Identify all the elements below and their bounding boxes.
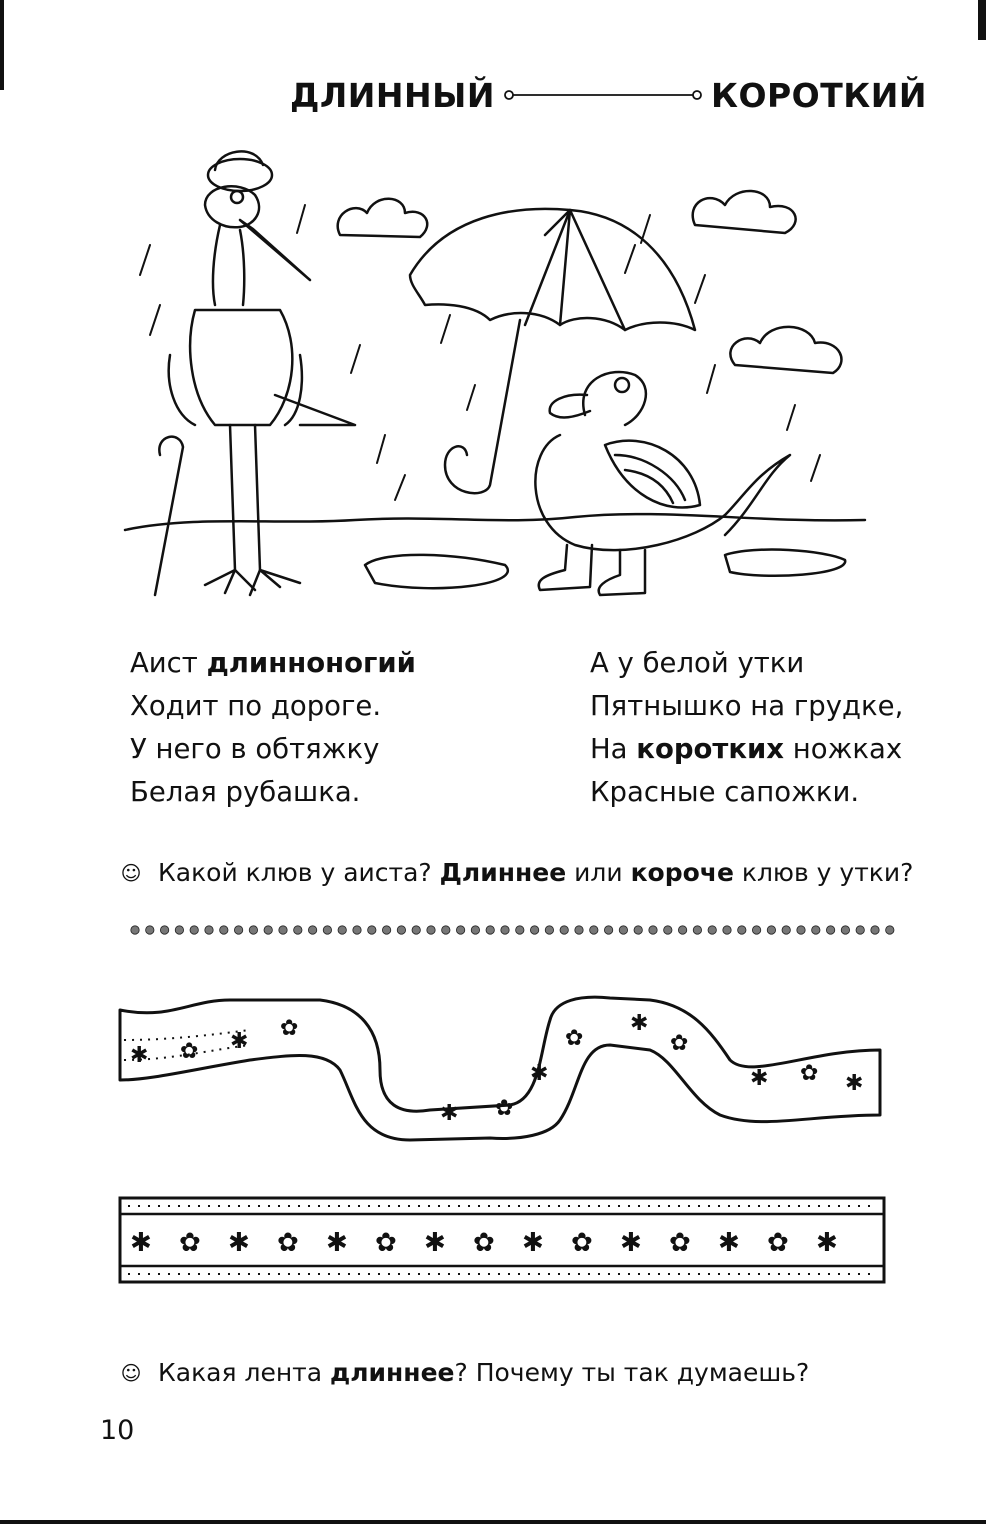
divider-dot	[294, 926, 302, 934]
question-beak-text	[158, 858, 913, 887]
divider-dot	[397, 926, 405, 934]
stork-duck-illustration	[105, 125, 875, 615]
svg-text:✱: ✱	[130, 1043, 149, 1068]
cloud-icon	[730, 327, 841, 373]
divider-dot	[545, 926, 553, 934]
poem-segment: коротких	[636, 733, 785, 765]
divider-dot	[649, 926, 657, 934]
poem-segment: Белая рубашка.	[130, 776, 361, 808]
divider-dot	[486, 926, 494, 934]
divider-dot	[634, 926, 642, 934]
divider-dot	[264, 926, 272, 934]
svg-text:✱: ✱	[750, 1066, 769, 1091]
divider-dot	[856, 926, 864, 934]
flower-icon: ✿	[767, 1228, 789, 1258]
divider-dot	[501, 926, 509, 934]
divider-dot	[205, 926, 213, 934]
divider-dot	[678, 926, 686, 934]
title-long: ДЛИННЫЙ	[290, 75, 495, 115]
question-ribbon	[118, 1358, 809, 1387]
divider-dot	[826, 926, 834, 934]
title-short: КОРОТКИЙ	[710, 75, 927, 115]
divider-dot	[368, 926, 376, 934]
snowflake-icon: ✱	[816, 1228, 838, 1258]
poem-segment: Пятнышко на грудке,	[590, 690, 904, 722]
divider-dot	[220, 926, 228, 934]
svg-text:✿: ✿	[565, 1026, 584, 1051]
divider-dot	[382, 926, 390, 934]
divider-dot	[234, 926, 242, 934]
flower-icon: ✿	[179, 1228, 201, 1258]
question-beak	[118, 858, 913, 887]
svg-text:✱: ✱	[230, 1029, 249, 1054]
divider-dot	[338, 926, 346, 934]
divider-dot	[516, 926, 524, 934]
poem-line	[130, 771, 416, 814]
svg-text:✱: ✱	[845, 1071, 864, 1096]
question-segment: короче	[630, 858, 734, 887]
poem-line	[590, 642, 903, 685]
divider-dot	[412, 926, 420, 934]
divider-dot	[738, 926, 746, 934]
divider-dot	[323, 926, 331, 934]
snowflake-icon: ✱	[620, 1228, 642, 1258]
divider-dot	[708, 926, 716, 934]
question-segment: Длиннее	[439, 858, 567, 887]
divider-dot	[841, 926, 849, 934]
svg-text:✿: ✿	[800, 1061, 819, 1086]
divider-dot	[249, 926, 257, 934]
title-connector	[503, 88, 703, 102]
divider-dot	[664, 926, 672, 934]
divider-dot	[442, 926, 450, 934]
divider-dot	[131, 926, 139, 934]
snowflake-icon: ✱	[130, 1228, 152, 1258]
poem-left	[130, 642, 416, 814]
divider-dot	[886, 926, 894, 934]
snowflake-icon: ✱	[228, 1228, 250, 1258]
svg-text:✱: ✱	[630, 1011, 649, 1036]
page-title	[290, 70, 927, 120]
poem-segment: А у белой утки	[590, 647, 805, 679]
bottom-edge	[0, 1520, 986, 1524]
svg-text:✱: ✱	[440, 1101, 459, 1126]
divider-dot	[590, 926, 598, 934]
question-segment: клюв у утки?	[733, 858, 914, 887]
question-segment: ? Почему ты так думаешь?	[454, 1358, 810, 1387]
flower-icon: ✿	[669, 1228, 691, 1258]
flower-icon: ✿	[571, 1228, 593, 1258]
snowflake-icon: ✱	[522, 1228, 544, 1258]
question-segment: длиннее	[330, 1358, 455, 1387]
divider-dot	[456, 926, 464, 934]
poem-segment: Ходит по дороге.	[130, 690, 382, 722]
straight-ribbon	[118, 1196, 888, 1284]
divider-dot	[604, 926, 612, 934]
poem-segment: Красные сапожки.	[590, 776, 860, 808]
svg-text:✱: ✱	[530, 1061, 549, 1086]
divider-dot	[190, 926, 198, 934]
svg-text:✿: ✿	[280, 1016, 299, 1041]
poem-segment: длинноногий	[206, 647, 416, 679]
poem-right	[590, 642, 903, 814]
question-segment: Какой клюв у аиста?	[158, 858, 440, 887]
question-ribbon-text	[158, 1358, 809, 1387]
top-right-edge	[978, 0, 986, 40]
cloud-icon	[338, 199, 428, 237]
question-segment: Какая лента	[158, 1358, 331, 1387]
divider-dot	[619, 926, 627, 934]
divider-dot	[693, 926, 701, 934]
poem-line	[590, 685, 903, 728]
divider-dot	[471, 926, 479, 934]
smiley-icon: ☺	[120, 860, 142, 885]
divider-dot	[782, 926, 790, 934]
divider-dot	[279, 926, 287, 934]
divider-dot	[560, 926, 568, 934]
divider-dot	[575, 926, 583, 934]
flower-icon: ✿	[473, 1228, 495, 1258]
poem-segment: Аист	[130, 647, 207, 679]
top-left-edge	[0, 0, 4, 90]
divider-dot	[308, 926, 316, 934]
divider-dot	[767, 926, 775, 934]
divider-dot	[175, 926, 183, 934]
snowflake-icon: ✱	[718, 1228, 740, 1258]
divider-dot	[723, 926, 731, 934]
poem-line	[130, 728, 416, 771]
page-number: 10	[100, 1415, 135, 1446]
poem-segment: ножках	[784, 733, 903, 765]
flower-icon: ✿	[277, 1228, 299, 1258]
divider-dot	[427, 926, 435, 934]
divider-dot	[160, 926, 168, 934]
question-segment: или	[566, 858, 631, 887]
cloud-icon	[693, 191, 796, 233]
divider-dot	[871, 926, 879, 934]
poem-segment: На	[590, 733, 637, 765]
smiley-icon: ☺	[120, 1360, 142, 1385]
snowflake-icon: ✱	[424, 1228, 446, 1258]
divider-dot	[146, 926, 154, 934]
divider-dot	[752, 926, 760, 934]
divider-dot	[812, 926, 820, 934]
dots-divider	[128, 922, 903, 938]
poem-line	[590, 771, 903, 814]
poem-segment: У него в обтяжку	[130, 733, 380, 765]
divider-dot	[530, 926, 538, 934]
divider-dot	[797, 926, 805, 934]
poem-line	[130, 685, 416, 728]
snowflake-icon: ✱	[326, 1228, 348, 1258]
svg-text:✿: ✿	[180, 1039, 199, 1064]
divider-dot	[353, 926, 361, 934]
poem-line	[130, 642, 416, 685]
svg-text:✿: ✿	[495, 1096, 514, 1121]
wavy-ribbon	[110, 990, 890, 1145]
flower-icon: ✿	[375, 1228, 397, 1258]
poem-line	[590, 728, 903, 771]
svg-text:✿: ✿	[670, 1031, 689, 1056]
